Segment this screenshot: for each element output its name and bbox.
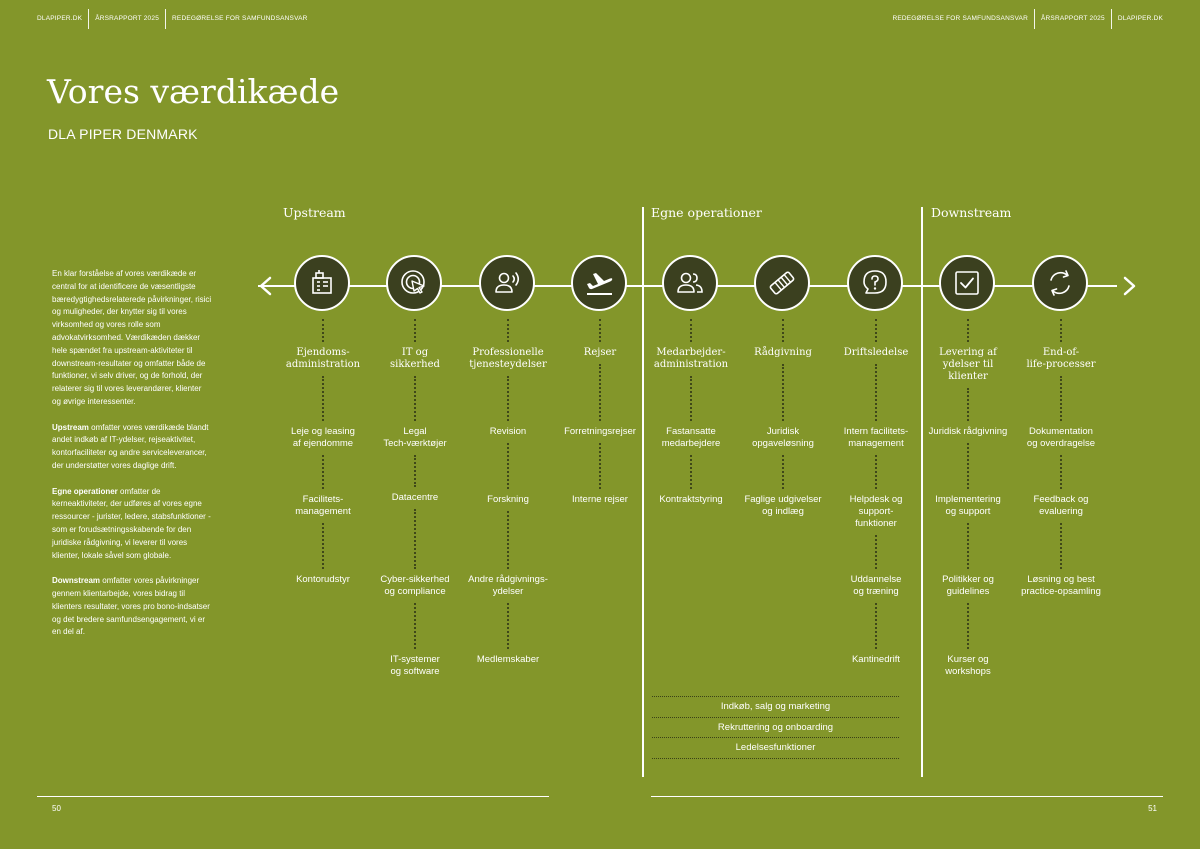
dotted-connector xyxy=(690,319,692,342)
dotted-connector xyxy=(875,364,877,421)
column-item: Leje og leasing af ejendomme xyxy=(291,426,355,449)
header-link-site[interactable]: DLAPIPER.DK xyxy=(37,15,83,22)
column-item: Politikker og guidelines xyxy=(942,574,994,597)
dotted-connector xyxy=(967,443,969,489)
list-item: Ledelsesfunktioner xyxy=(652,737,899,759)
column-item: Løsning og best practice-opsamling xyxy=(1021,574,1101,597)
dotted-connector xyxy=(507,443,509,489)
dotted-connector xyxy=(967,319,969,342)
dotted-connector xyxy=(690,376,692,421)
intro-paragraph: Downstream omfatter vores påvirkninger gennem klientarbejde, vores bidrag til klienters resultater, vores pro bono-indsatser og det bredere samfundsengagement, vi er en del af. xyxy=(52,576,210,637)
column-item: Facilitets- management xyxy=(295,494,351,517)
intro-term: Downstream xyxy=(52,576,101,586)
dotted-connector xyxy=(414,509,416,569)
column-heading: Rådgivning xyxy=(754,347,812,358)
section-divider xyxy=(642,207,644,777)
column-item: Datacentre xyxy=(391,492,439,503)
column-item: Legal Tech-værktøjer xyxy=(383,426,447,449)
dotted-connector xyxy=(322,376,324,421)
header-link-site[interactable]: DLAPIPER.DK xyxy=(1111,9,1163,29)
checkbox-icon xyxy=(939,255,995,311)
dotted-connector xyxy=(1060,455,1062,489)
column-item: IT-systemer og software xyxy=(390,654,440,677)
dotted-connector xyxy=(507,511,509,569)
dotted-connector xyxy=(414,455,416,487)
dotted-connector xyxy=(875,319,877,342)
dotted-connector xyxy=(782,455,784,489)
dotted-connector xyxy=(1060,319,1062,342)
column-item: Interne rejser xyxy=(572,494,628,505)
dotted-connector xyxy=(507,319,509,342)
question-bubble-icon xyxy=(847,255,903,311)
column-heading: Medarbejder- administration xyxy=(653,347,729,370)
intro-term: Upstream xyxy=(52,422,89,432)
page-number-left: 50 xyxy=(52,804,61,813)
dotted-connector xyxy=(875,603,877,649)
section-downstream: Downstream xyxy=(931,205,1012,220)
dotted-connector xyxy=(782,364,784,421)
dotted-connector xyxy=(599,443,601,489)
column-item: Revision xyxy=(489,426,527,437)
column-item: Faglige udgivelser og indlæg xyxy=(744,494,822,517)
column-item: Intern facilitets- management xyxy=(843,426,909,449)
column-item: Cyber-sikkerhed og compliance xyxy=(380,574,450,597)
column-item: Helpdesk og support- funktioner xyxy=(849,494,903,529)
column-item: Kantinedrift xyxy=(851,654,901,665)
header-report: ÅRSRAPPORT 2025 xyxy=(88,9,165,29)
dotted-connector xyxy=(782,319,784,342)
column-item: Kontorudstyr xyxy=(296,574,350,585)
dotted-connector xyxy=(1060,376,1062,421)
column-item: Juridisk rådgivning xyxy=(928,426,1008,437)
column-item: Feedback og evaluering xyxy=(1033,494,1089,517)
column-item: Dokumentation og overdragelse xyxy=(1026,426,1096,449)
column-item: Kontraktstyring xyxy=(659,494,723,505)
header-section: REDEGØRELSE FOR SAMFUNDSANSVAR xyxy=(892,15,1028,22)
dotted-connector xyxy=(322,455,324,489)
dotted-connector xyxy=(507,376,509,421)
page-title: Vores værdikæde xyxy=(47,72,340,111)
footer-rule xyxy=(651,796,1163,797)
arrow-right-icon xyxy=(1118,276,1138,296)
dotted-connector xyxy=(322,523,324,569)
column-item: Forretningsrejser xyxy=(564,426,636,437)
header-right xyxy=(886,9,1163,29)
dotted-connector xyxy=(967,388,969,421)
list-item: Indkøb, salg og marketing xyxy=(652,696,899,717)
page-number-right: 51 xyxy=(1148,804,1157,813)
column-item: Forskning xyxy=(487,494,529,505)
dotted-connector xyxy=(967,523,969,569)
dotted-connector xyxy=(414,603,416,649)
person-speaking-icon xyxy=(479,255,535,311)
dotted-connector xyxy=(599,364,601,421)
section-divider xyxy=(921,207,923,777)
column-heading: End-of- life-processer xyxy=(1026,347,1096,370)
building-icon xyxy=(294,255,350,311)
header-left xyxy=(37,9,314,29)
dotted-connector xyxy=(875,535,877,569)
column-heading: Rejser xyxy=(583,347,617,358)
column-heading: Professionelle tjenesteydelser xyxy=(469,347,547,370)
support-functions-list xyxy=(652,696,899,759)
column-heading: Driftsledelse xyxy=(843,347,909,358)
dotted-connector xyxy=(507,603,509,649)
column-item: Medlemskaber xyxy=(476,654,540,665)
dotted-connector xyxy=(690,455,692,489)
column-heading: IT og sikkerhed xyxy=(390,347,440,370)
dotted-connector xyxy=(967,603,969,649)
section-own-operations: Egne operationer xyxy=(651,205,762,220)
column-heading: Levering af ydelser til klienter xyxy=(939,347,997,382)
target-cursor-icon xyxy=(386,255,442,311)
dotted-connector xyxy=(599,319,601,342)
dotted-connector xyxy=(414,376,416,421)
column-item: Implementering og support xyxy=(935,494,1001,517)
intro-paragraph: En klar forståelse af vores værdikæde er central for at identificere de væsentligste bæredygtighedsrelaterede påvirkninger, risici og muligheder, der knytter sig til vores virksomhed og vores rolle som advokatvirksomhed. Værdikæden dækker hele spændet fra upstream-aktiviteter til downstream-resultater og omfatter både de funktioner, vi selv driver, og de forhold, der relaterer sig til vores leverandører, klienter og øvrige interessenter. xyxy=(52,269,212,406)
cycle-arrows-icon xyxy=(1032,255,1088,311)
section-upstream: Upstream xyxy=(283,205,346,220)
column-item: Fastansatte medarbejdere xyxy=(661,426,721,449)
intro-term: Egne operationer xyxy=(52,486,118,496)
people-icon xyxy=(662,255,718,311)
handshake-icon xyxy=(754,255,810,311)
column-item: Kurser og workshops xyxy=(945,654,991,677)
intro-paragraph: Upstream omfatter vores værdikæde blandt andet indkøb af IT-ydelser, rejseaktivitet, kontorfaciliteter og andre serviceleverancer, der understøtter vores daglige drift. xyxy=(52,422,209,470)
footer-rule xyxy=(37,796,549,797)
dotted-connector xyxy=(414,319,416,342)
intro-paragraph: Egne operationer omfatter de kerneaktiviteter, der udføres af vores egne ressourcer - jurister, ledere, stabsfunktioner - som er forudsætningsskabende for den juridiske rådgivning, vi leverer til vores klienter, lokale såvel som globale. xyxy=(52,486,211,560)
column-item: Andre rådgivnings- ydelser xyxy=(468,574,548,597)
column-item: Uddannelse og træning xyxy=(850,574,902,597)
header-section: REDEGØRELSE FOR SAMFUNDSANSVAR xyxy=(165,9,314,29)
dotted-connector xyxy=(322,319,324,342)
intro-text xyxy=(52,268,212,652)
airplane-icon xyxy=(571,255,627,311)
header-report: ÅRSRAPPORT 2025 xyxy=(1034,9,1111,29)
list-item: Rekruttering og onboarding xyxy=(652,717,899,738)
dotted-connector xyxy=(1060,523,1062,569)
dotted-connector xyxy=(875,455,877,489)
column-heading: Ejendoms- administration xyxy=(285,347,361,370)
page-subtitle: DLA PIPER DENMARK xyxy=(48,126,198,142)
arrow-left-icon xyxy=(257,276,277,296)
column-item: Juridisk opgaveløsning xyxy=(752,426,814,449)
